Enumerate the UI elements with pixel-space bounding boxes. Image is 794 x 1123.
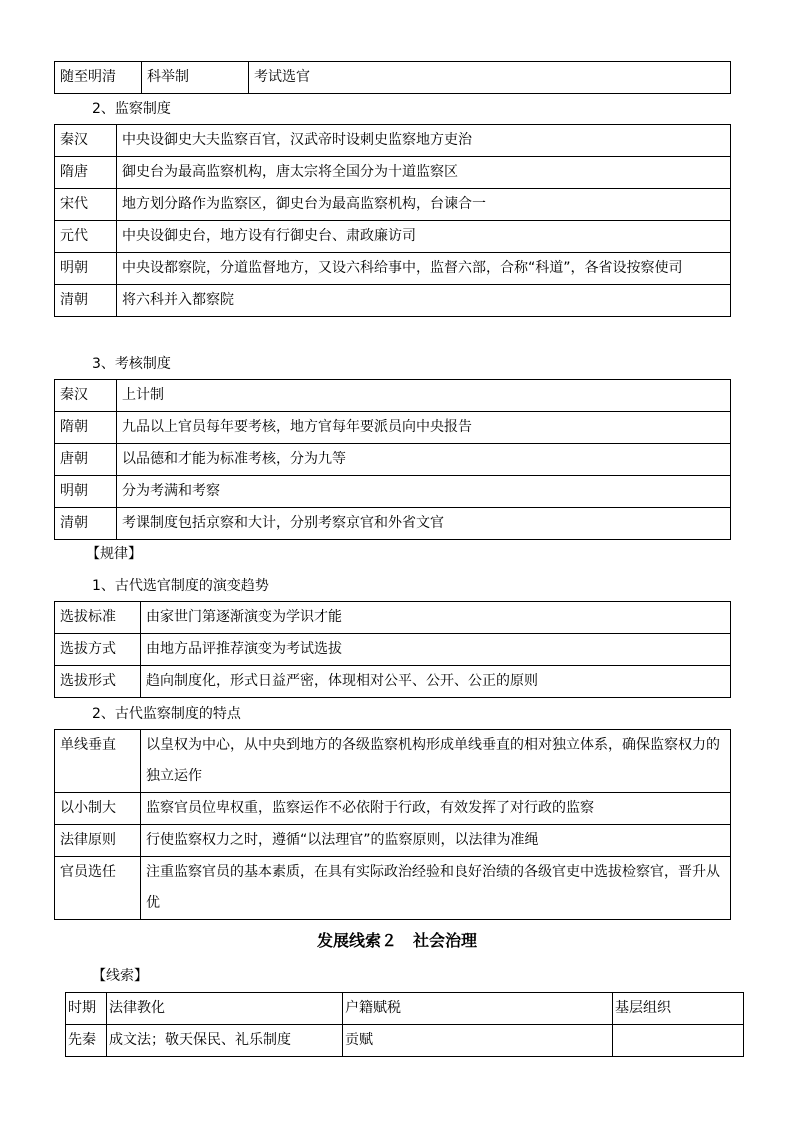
table-cell: 选拔标准: [55, 602, 141, 634]
table-cell: 趋向制度化，形式日益严密，体现相对公平、公开、公正的原则: [141, 666, 731, 698]
table-row: [55, 221, 731, 253]
table-cell: 成文法；敬天保民、礼乐制度: [107, 1025, 343, 1057]
selection-trend-table: [54, 601, 731, 698]
table-cell: 由地方品评推荐演变为考试选拔: [141, 634, 731, 666]
table-cell: 秦汉: [55, 125, 117, 157]
table-cell: 元代: [55, 221, 117, 253]
table-cell: 中央设都察院，分道监督地方，又设六科给事中，监督六部，合称“科道”，各省设按察使司: [117, 253, 731, 285]
table-cell: 将六科并入都察院: [117, 285, 731, 317]
table-cell: 清朝: [55, 508, 117, 540]
table-cell: 随至明清: [55, 62, 142, 94]
table-cell: 御史台为最高监察机构，唐太宗将全国分为十道监察区: [117, 157, 731, 189]
table-cell: 选拔形式: [55, 666, 141, 698]
table-row: [55, 285, 731, 317]
table-row: [55, 825, 731, 857]
table-header-row: [66, 993, 744, 1025]
table-cell: 由家世门第逐渐演变为学识才能: [141, 602, 731, 634]
heading-rule1: 1、古代选官制度的演变趋势: [92, 578, 269, 594]
assessment-table: [54, 379, 731, 540]
table-row: [55, 62, 731, 94]
table-cell: 九品以上官员每年要考核，地方官每年要派员向中央报告: [117, 412, 731, 444]
table-cell: 中央设御史大夫监察百官，汉武帝时设刺史监察地方吏治: [117, 125, 731, 157]
table-cell: 监察官员位卑权重，监察运作不必依附于行政，有效发挥了对行政的监察: [141, 793, 731, 825]
table-cell: 明朝: [55, 253, 117, 285]
table-cell: 秦汉: [55, 380, 117, 412]
table-row: [55, 157, 731, 189]
table-row: [55, 634, 731, 666]
column-header: 户籍赋税: [343, 993, 613, 1025]
column-header: 法律教化: [107, 993, 343, 1025]
table-cell: 隋朝: [55, 412, 117, 444]
table-row: [55, 380, 731, 412]
table-cell: 以皇权为中心，从中央到地方的各级监察机构形成单线垂直的相对独立体系，确保监察权力的独立运作: [141, 730, 731, 793]
table-row: [55, 857, 731, 920]
column-header: 基层组织: [613, 993, 744, 1025]
table-row: [55, 412, 731, 444]
section-title: 发展线索２ 社会治理: [316, 931, 477, 950]
table-row: [55, 476, 731, 508]
supervision-features-table: [54, 729, 731, 920]
table-cell: 单线垂直: [55, 730, 141, 793]
column-header: 时期: [66, 993, 107, 1025]
table-row: [55, 666, 731, 698]
table-cell: 先秦: [66, 1025, 107, 1057]
table-cell: 唐朝: [55, 444, 117, 476]
table-cell: 科举制: [142, 62, 249, 94]
selection-system-table: [54, 61, 731, 94]
heading-rules: 【规律】: [86, 546, 142, 562]
table-row: [55, 602, 731, 634]
table-cell: 行使监察权力之时，遵循“以法理官”的监察原则，以法律为准绳: [141, 825, 731, 857]
heading-assessment: 3、考核制度: [92, 356, 171, 372]
table-cell: 上计制: [117, 380, 731, 412]
table-cell: 贡赋: [343, 1025, 613, 1057]
table-cell: 以小制大: [55, 793, 141, 825]
table-cell: 注重监察官员的基本素质，在具有实际政治经验和良好治绩的各级官吏中选拔检察官，晋升从优: [141, 857, 731, 920]
heading-supervision: 2、监察制度: [92, 101, 171, 117]
table-cell: 选拔方式: [55, 634, 141, 666]
table-row: [66, 1025, 744, 1057]
table-cell: [613, 1025, 744, 1057]
table-cell: 以品德和才能为标准考核，分为九等: [117, 444, 731, 476]
table-row: [55, 508, 731, 540]
table-row: [55, 125, 731, 157]
table-cell: 考试选官: [249, 62, 731, 94]
table-row: [55, 444, 731, 476]
table-row: [55, 793, 731, 825]
table-row: [55, 253, 731, 285]
table-cell: 中央设御史台，地方设有行御史台、肃政廉访司: [117, 221, 731, 253]
heading-clue: 【线索】: [92, 968, 148, 984]
table-cell: 法律原则: [55, 825, 141, 857]
table-cell: 宋代: [55, 189, 117, 221]
table-cell: 考课制度包括京察和大计，分别考察京官和外省文官: [117, 508, 731, 540]
heading-rule2: 2、古代监察制度的特点: [92, 706, 241, 722]
table-cell: 地方划分路作为监察区，御史台为最高监察机构，台谏合一: [117, 189, 731, 221]
table-row: [55, 189, 731, 221]
table-cell: 清朝: [55, 285, 117, 317]
social-governance-table: [65, 992, 744, 1057]
table-cell: 明朝: [55, 476, 117, 508]
supervision-table: [54, 124, 731, 317]
table-cell: 分为考满和考察: [117, 476, 731, 508]
table-cell: 官员选任: [55, 857, 141, 920]
table-cell: 隋唐: [55, 157, 117, 189]
table-row: [55, 730, 731, 793]
